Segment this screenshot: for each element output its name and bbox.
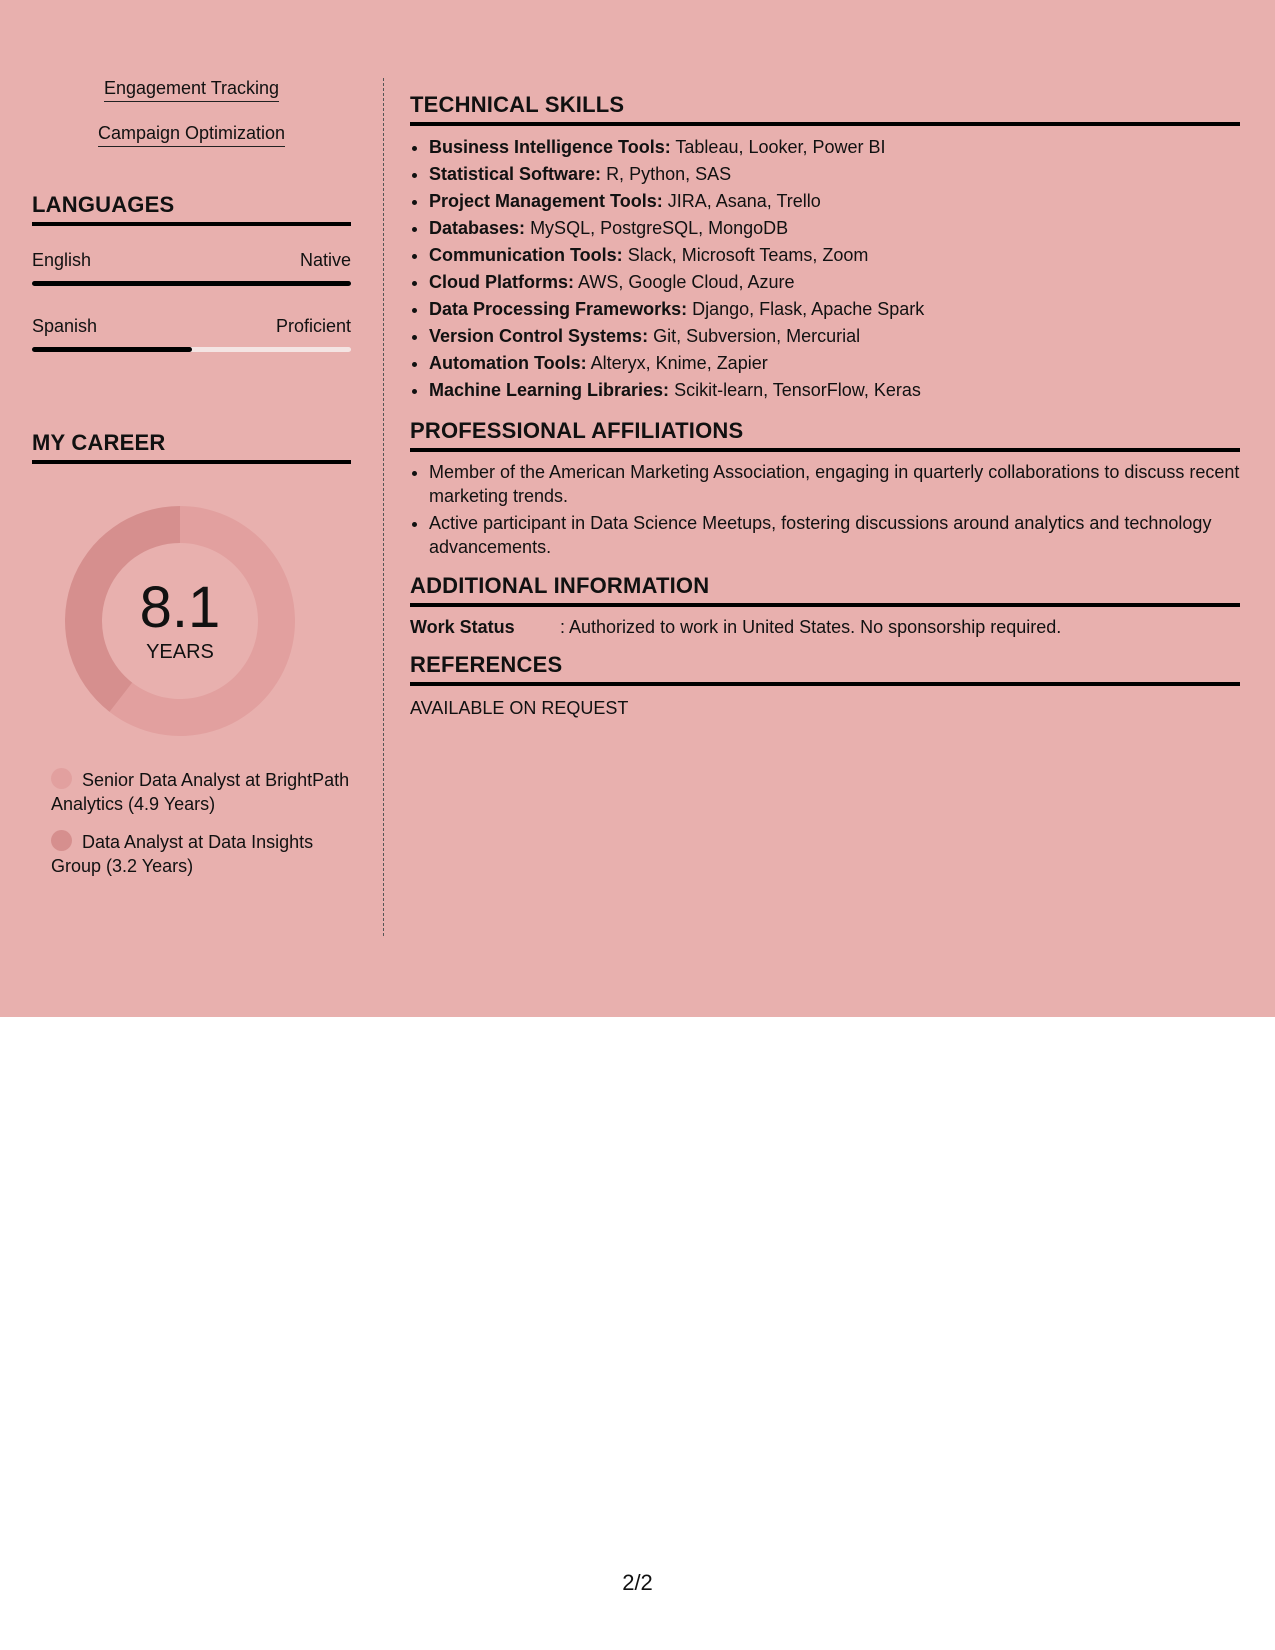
skill-item bbox=[429, 188, 1240, 215]
references-title: REFERENCES bbox=[410, 652, 1240, 686]
skill-values: AWS, Google Cloud, Azure bbox=[578, 272, 795, 292]
skill-item bbox=[429, 134, 1240, 161]
right-column bbox=[410, 92, 1240, 733]
additional-info-title: ADDITIONAL INFORMATION bbox=[410, 573, 1240, 607]
skill-item bbox=[429, 269, 1240, 296]
language-level: Native bbox=[299, 250, 351, 270]
page-number: 2/2 bbox=[622, 1570, 653, 1595]
skill-tag: Engagement Tracking bbox=[32, 78, 351, 123]
skill-values: MySQL, PostgreSQL, MongoDB bbox=[530, 218, 789, 238]
legend-dot bbox=[51, 768, 72, 789]
legend-label: Senior Data Analyst at BrightPath Analytics (4.9 Years) bbox=[51, 770, 350, 814]
skill-category: Cloud Platforms: bbox=[429, 272, 575, 292]
language-bar-fill bbox=[32, 347, 192, 352]
skill-item bbox=[429, 350, 1240, 377]
work-status-row bbox=[410, 617, 1240, 638]
career-section bbox=[32, 430, 351, 878]
career-title: MY CAREER bbox=[32, 430, 351, 464]
career-legend bbox=[51, 768, 351, 878]
language-level: Proficient bbox=[275, 316, 351, 336]
language-row bbox=[32, 316, 351, 337]
skill-category: Data Processing Frameworks: bbox=[429, 299, 688, 319]
skill-item bbox=[429, 377, 1240, 404]
skill-values: Tableau, Looker, Power BI bbox=[675, 137, 886, 157]
skill-item bbox=[429, 296, 1240, 323]
work-status-value: : Authorized to work in United States. No sponsorship required. bbox=[560, 617, 1062, 637]
language-bar bbox=[32, 347, 351, 352]
language-name: English bbox=[32, 250, 92, 270]
left-column bbox=[32, 78, 351, 892]
donut-center bbox=[65, 506, 295, 736]
career-unit: YEARS bbox=[146, 640, 214, 663]
work-status-label: Work Status bbox=[410, 617, 515, 637]
skill-item bbox=[429, 242, 1240, 269]
career-donut bbox=[65, 506, 295, 736]
skill-category: Databases: bbox=[429, 218, 526, 238]
skill-item bbox=[429, 215, 1240, 242]
skill-category: Version Control Systems: bbox=[429, 326, 649, 346]
skill-values: Scikit-learn, TensorFlow, Keras bbox=[674, 380, 921, 400]
skill-category: Automation Tools: bbox=[429, 353, 587, 373]
legend-item bbox=[51, 768, 351, 816]
skill-category: Communication Tools: bbox=[429, 245, 623, 265]
language-row bbox=[32, 250, 351, 271]
technical-skills-title: TECHNICAL SKILLS bbox=[410, 92, 1240, 126]
legend-dot bbox=[51, 830, 72, 851]
affiliations-title: PROFESSIONAL AFFILIATIONS bbox=[410, 418, 1240, 452]
skill-category: Machine Learning Libraries: bbox=[429, 380, 670, 400]
skill-values: Git, Subversion, Mercurial bbox=[653, 326, 861, 346]
skill-item bbox=[429, 323, 1240, 350]
skill-tag: Campaign Optimization bbox=[32, 123, 351, 168]
skill-values: Slack, Microsoft Teams, Zoom bbox=[627, 245, 869, 265]
list-item: • Member of the American Marketing Association, engaging in quarterly collaborations to discuss recent marketing trends. bbox=[429, 460, 1240, 508]
skill-item bbox=[429, 161, 1240, 188]
technical-skills-list bbox=[410, 134, 1240, 404]
list-item: • Active participant in Data Science Meetups, fostering discussions around analytics and technology advancements. bbox=[429, 511, 1240, 559]
affiliations-section bbox=[410, 418, 1240, 559]
skill-category: Business Intelligence Tools: bbox=[429, 137, 671, 157]
skill-values: Django, Flask, Apache Spark bbox=[692, 299, 925, 319]
skill-values: Alteryx, Knime, Zapier bbox=[590, 353, 768, 373]
skill-category: Project Management Tools: bbox=[429, 191, 663, 211]
languages-title: LANGUAGES bbox=[32, 192, 351, 226]
skill-category: Statistical Software: bbox=[429, 164, 602, 184]
language-name: Spanish bbox=[32, 316, 98, 336]
languages-section bbox=[32, 192, 351, 352]
skill-values: JIRA, Asana, Trello bbox=[667, 191, 821, 211]
skill-values: R, Python, SAS bbox=[606, 164, 732, 184]
language-bar bbox=[32, 281, 351, 286]
technical-skills-section bbox=[410, 92, 1240, 404]
references-section bbox=[410, 652, 1240, 719]
references-text: AVAILABLE ON REQUEST bbox=[410, 698, 629, 718]
career-total-years: 8.1 bbox=[139, 574, 221, 640]
legend-item bbox=[51, 830, 351, 878]
additional-info-section bbox=[410, 573, 1240, 638]
language-bar-fill bbox=[32, 281, 351, 286]
legend-label: Data Analyst at Data Insights Group (3.2 Years) bbox=[51, 832, 314, 876]
affiliations-list bbox=[410, 460, 1240, 559]
column-divider bbox=[383, 78, 384, 936]
